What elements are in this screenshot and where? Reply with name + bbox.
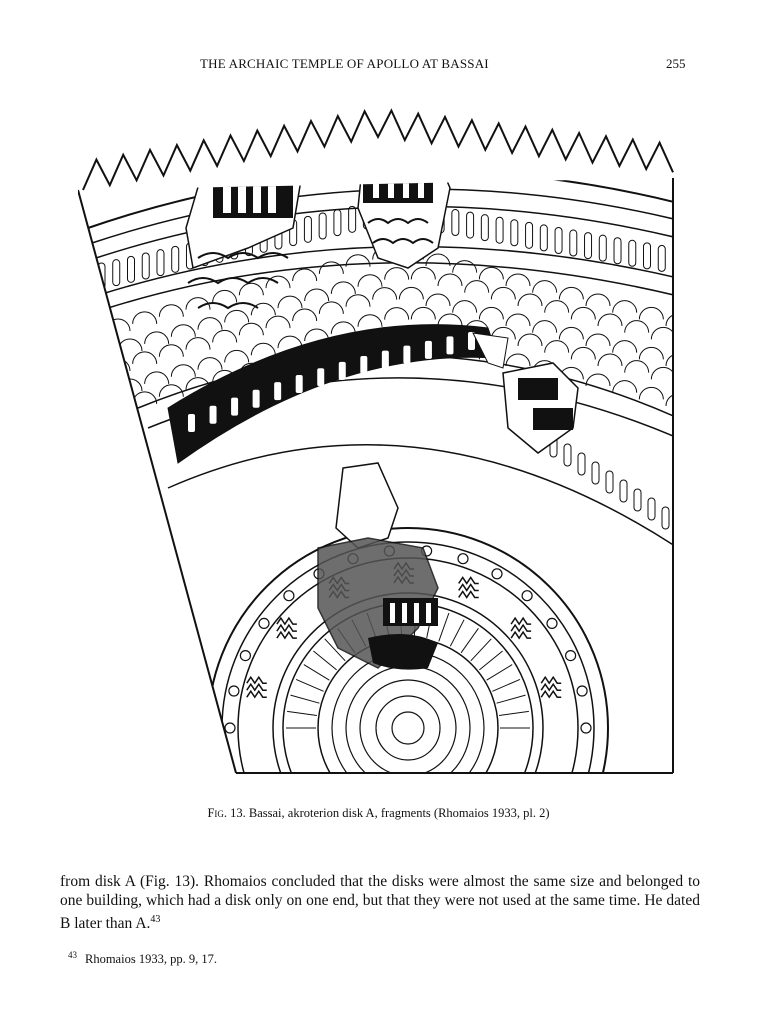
fragment-top-left [186, 126, 303, 308]
akroterion-disk-figure [78, 108, 678, 778]
fragment-right [503, 363, 578, 453]
footnote-number: 43 [68, 950, 77, 960]
caption-text: 13. Bassai, akroterion disk A, fragments (Rhomaios 1933, pl. 2) [230, 806, 550, 820]
left-edge [78, 190, 236, 773]
zigzag-crest [83, 111, 673, 191]
figure-label: Fig. [207, 806, 228, 820]
fragment-center-disk [318, 463, 438, 670]
footnote-text: Rhomaios 1933, pp. 9, 17. [85, 952, 217, 966]
footnote [68, 950, 217, 967]
running-head: THE ARCHAIC TEMPLE OF APOLLO AT BASSAI [200, 56, 489, 71]
footnote-reference[interactable]: 43 [150, 914, 161, 925]
figure-caption [0, 806, 757, 821]
akroterion-drawing [78, 108, 678, 778]
page-number: 255 [666, 56, 686, 71]
paragraph-text: from disk A (Fig. 13). Rhomaios concluded that the disks were almost the same size and belonged to one building, which had a disk only on one end, but that they were not used at the same time. He dated B later than A. [60, 873, 700, 932]
fragment-top-center [358, 148, 450, 268]
body-paragraph [60, 872, 700, 933]
fragment-long-curved [168, 325, 508, 463]
